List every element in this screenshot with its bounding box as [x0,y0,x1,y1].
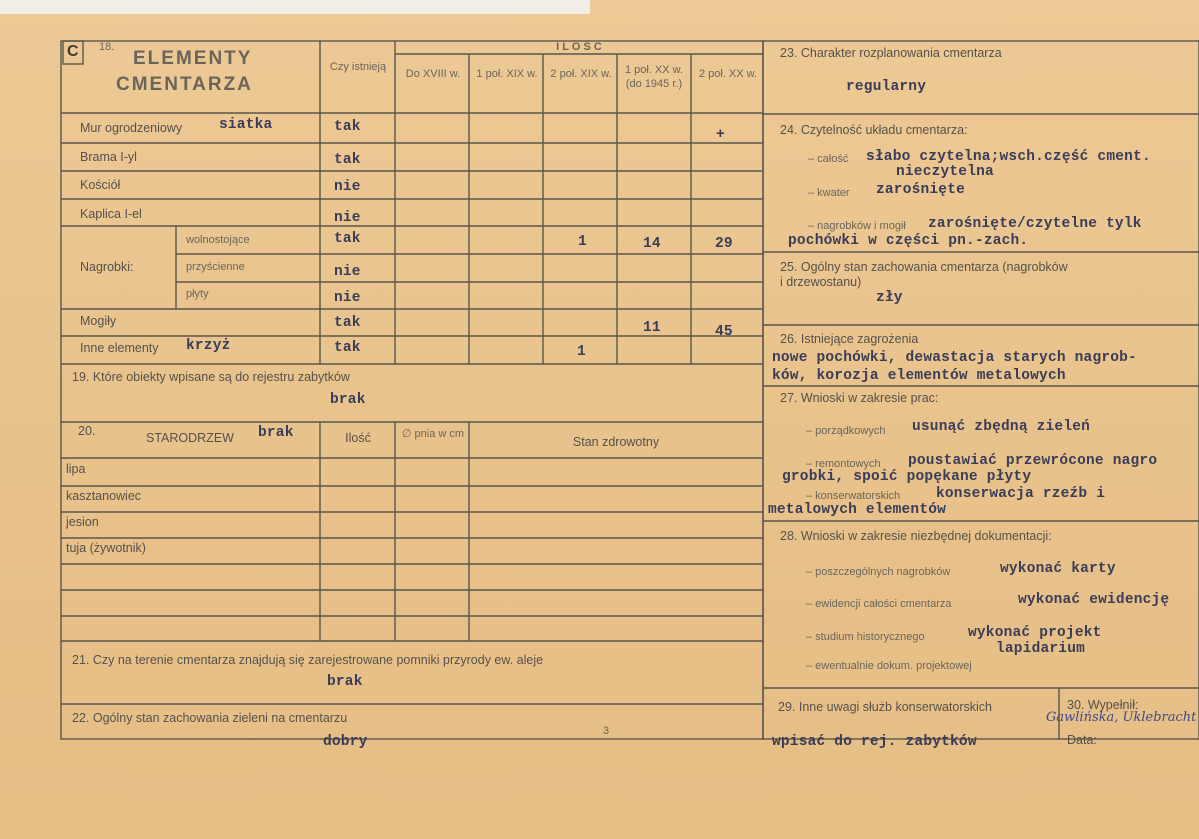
q25-label2: i drzewostanu) [780,275,862,289]
col-exists-header: Czy istnieją [329,61,387,73]
wolnostojace-exists: tak [334,231,361,247]
q20-col-diameter: ∅ pnia w cm [401,428,465,440]
q21-answer: brak [327,674,363,690]
q29-answer: wpisać do rej. zabytków [772,734,977,750]
q26-answer1: nowe pochówki, dewastacja starych nagrob- [772,350,1137,366]
q28-c-answer1: wykonać projekt [968,625,1102,641]
q27-label: 27. Wnioski w zakresie prac: [780,391,939,405]
nagrobki-label: Nagrobki: [80,260,134,274]
q24-nagrobkow-label: – nagrobków i mogił [808,220,906,232]
q30-label: 30. Wypełnił: [1067,698,1139,712]
q28-b-answer: wykonać ewidencję [1018,592,1170,608]
q26-answer2: ków, korozja elementów metalowych [772,368,1066,384]
q28-a-label: – poszczególnych nagrobków [806,566,951,578]
mur-label: Mur ogrodzeniowy [80,121,183,135]
q19-label: 19. Które obiekty wpisane są do rejestru zabytków [72,370,350,384]
q27-porz-label: – porządkowych [806,425,886,437]
q27-rem-label: – remontowych [806,458,881,470]
q20-answer: brak [258,425,294,441]
q22-answer: dobry [323,734,368,750]
q24-kwater-answer: zarośnięte [876,182,966,198]
wolnostojace-qty-5: 29 [715,236,733,252]
wolnostojace-qty-3: 1 [578,234,587,250]
wolnostojace-label: wolnostojące [186,234,250,246]
mur-exists: tak [334,119,361,135]
q28-d-label: – ewentualnie dokum. projektowej [806,660,972,672]
kosciol-label: Kościół [80,178,121,192]
signature: Gawlińska, Uklebracht [1046,710,1196,725]
wolnostojace-qty-4: 14 [643,236,661,252]
mogily-label: Mogiły [80,314,117,328]
q30-date-label: Data: [1067,733,1097,747]
title-line1: ELEMENTY [133,48,253,69]
kaplica-exists: nie [334,210,361,226]
q24-calosc-label: – całość [808,153,849,165]
q28-c-answer2: lapidarium [996,641,1086,657]
przyscienne-label: przyścienne [186,261,245,273]
q28-c-label: – studium historycznego [806,631,925,643]
page-mark: 3 [603,725,610,737]
inne-note: krzyż [186,338,231,354]
q27-kons-label: – konserwatorskich [806,490,901,502]
section-number: 18. [99,41,115,53]
q29-label: 29. Inne uwagi służb konserwatorskich [778,700,993,714]
q24-calosc-answer2: nieczytelna [896,164,994,180]
q28-b-label: – ewidencji całości cmentarza [806,598,952,610]
q24-kwater-label: – kwater [808,187,850,199]
brama-exists: tak [334,152,361,168]
tree-row-4: tuja (żywotnik) [66,541,146,555]
tree-row-1: lipa [66,462,86,476]
q20-label: STARODRZEW [146,431,234,445]
q22-label: 22. Ogólny stan zachowania zieleni na cmentarzu [72,711,348,725]
plyty-exists: nie [334,290,361,306]
q27-kons-answer1: konserwacja rzeźb i [936,486,1106,502]
brama-label: Brama I-yl [80,150,137,164]
qty-col-4: 1 poł. XX w. (do 1945 r.) [624,64,684,90]
mogily-qty-4: 11 [643,320,661,336]
q24-calosc-answer1: słabo czytelna;wsch.część cment. [866,149,1151,165]
q23-answer: regularny [846,79,927,95]
kosciol-exists: nie [334,179,361,195]
q23-label: 23. Charakter rozplanowania cmentarza [780,46,1002,60]
mogily-qty-5: 45 [715,324,733,340]
q24-label: 24. Czytelność układu cmentarza: [780,123,968,137]
q25-answer: zły [876,290,903,306]
qty-col-3: 2 poł. XIX w. [550,68,612,80]
inne-exists: tak [334,340,361,356]
q19-answer: brak [330,392,366,408]
inne-qty-3: 1 [577,344,586,360]
tree-row-2: kasztanowiec [66,489,142,503]
q20-col-qty: Ilość [345,431,371,445]
q27-rem-answer1: poustawiać przewrócone nagro [908,453,1158,469]
q24-nagrobkow-answer2: pochówki w części pn.-zach. [788,233,1029,249]
q27-rem-answer2: grobki, spoić popękane płyty [782,469,1032,485]
qty-col-1: Do XVIII w. [405,68,461,80]
section-letter: C [67,43,79,60]
tree-row-3: jesion [66,515,99,529]
q27-porz-answer: usunąć zbędną zieleń [912,419,1091,435]
qty-col-5: 2 poł. XX w. [698,68,758,80]
q21-label: 21. Czy na terenie cmentarza znajdują się zarejestrowane pomniki przyrody ew. aleje [72,653,544,667]
mur-note: siatka [219,117,273,133]
q25-label1: 25. Ogólny stan zachowania cmentarza (nagrobków [780,260,1068,274]
przyscienne-exists: nie [334,264,361,280]
title-line2: CMENTARZA [116,74,253,95]
qty-col-2: 1 poł. XIX w. [476,68,538,80]
mogily-exists: tak [334,315,361,331]
col-qty-header: I L O Ś C [556,41,602,53]
plyty-label: płyty [186,288,209,300]
q27-kons-answer2: metalowych elementów [768,502,947,518]
q28-label: 28. Wnioski w zakresie niezbędnej dokumentacji: [780,529,1052,543]
q24-nagrobkow-answer1: zarośnięte/czytelne tylk [928,216,1142,232]
kaplica-label: Kaplica I-el [80,207,142,221]
mur-qty-5: + [716,127,725,143]
q26-label: 26. Istniejące zagrożenia [780,332,919,346]
q28-a-answer: wykonać karty [1000,561,1116,577]
q20-col-health: Stan zdrowotny [572,435,660,449]
inne-label: Inne elementy [80,341,159,355]
q20-number: 20. [78,424,96,438]
